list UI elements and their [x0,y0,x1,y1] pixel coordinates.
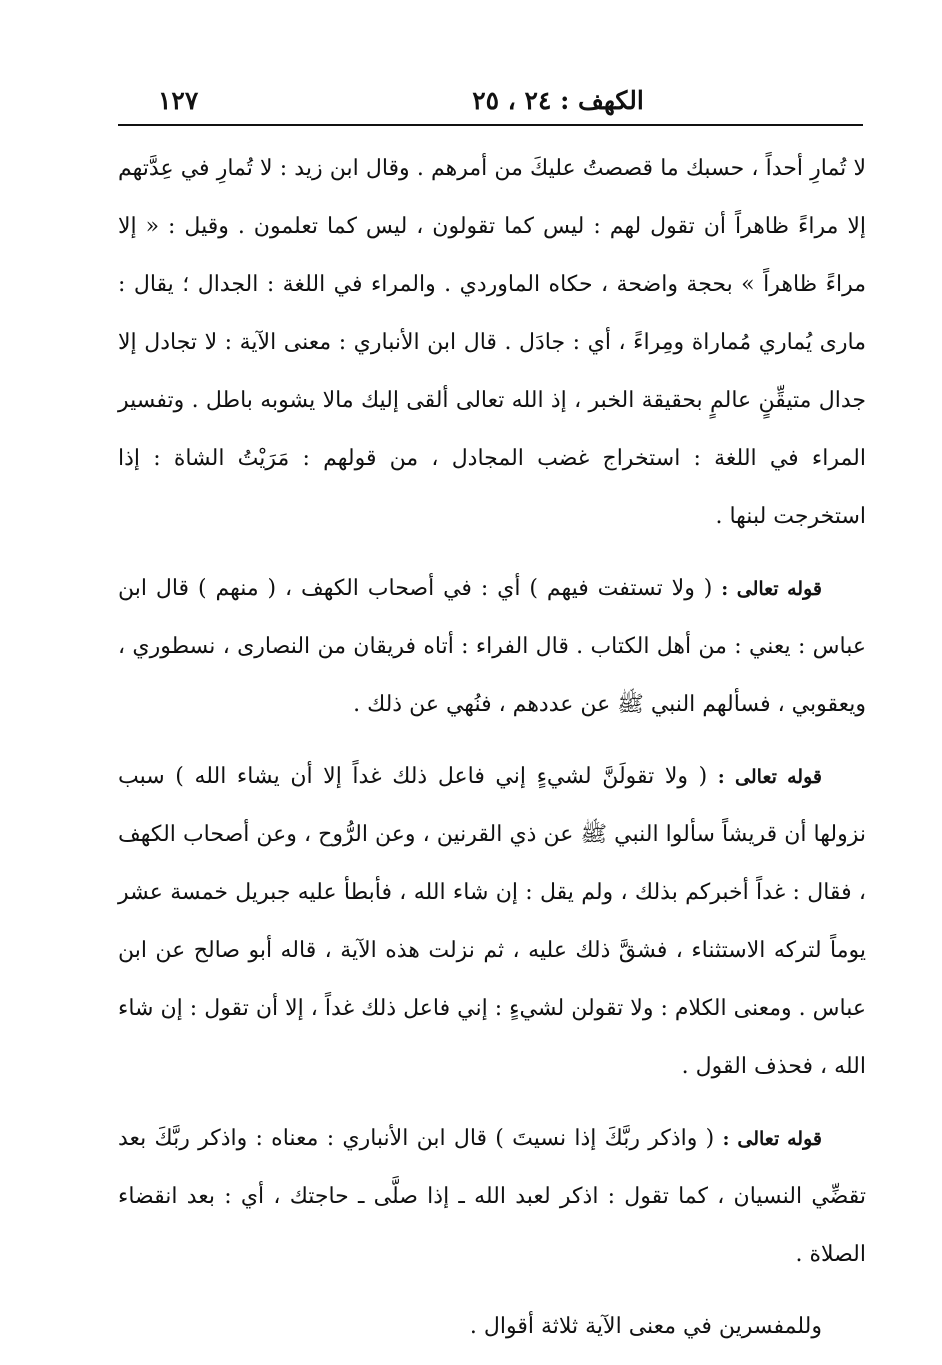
verse-lead: قوله تعالى : [721,578,822,600]
paragraph-3 [118,748,866,1096]
verse-lead: قوله تعالى : [717,766,822,788]
paragraph-1 [118,140,866,546]
paragraph-5 [118,1298,866,1356]
paragraph-text: ( ولا تقولَنَّ لشيءٍ إني فاعل ذلك غداً إلا أن يشاء الله ) سبب نزولها أن قريشاً سألوا النبي ﷺ عن ذي القرنين ، وعن الرُّوح ، وعن أصحاب الكهف ، فقال : غداً أخبركم بذلك ، ولم يقل : إن شاء الله ، فأبطأ عليه جبريل خمسة عشر يوماً لتركه الاستثناء ، فشقَّ ذلك عليه ، ثم نزلت هذه الآية ، قاله أبو صالح عن ابن عباس . ومعنى الكلام : ولا تقولن لشيءٍ : إني فاعل ذلك غداً ، إلا أن تقول : إن شاء الله ، فحذف القول . [118,764,866,1079]
header-divider [118,124,863,126]
paragraph-text: ( ولا تستفت فيهم ) أي : في أصحاب الكهف ، ( منهم ) قال ابن عباس : يعني : من أهل الكتاب . قال الفراء : أتاه فريقان من النصارى ، نسطوري ، ويعقوبي ، فسألهم النبي ﷺ عن عددهم ، فنُهي عن ذلك . [118,576,866,717]
page-body [118,140,866,1356]
paragraph-text: لا تُمارِ أحداً ، حسبك ما قصصتُ عليكَ من أمرهم . وقال ابن زيد : لا تُمارِ في عِدَّتهم إلا مراءً ظاهراً أن تقول لهم : ليس كما تقولون ، ليس كما تعلمون . وقيل : « إلا مراءً ظاهراً » بحجة واضحة ، حكاه الماوردي . والمراء في اللغة : الجدال ؛ يقال : مارى يُماري مُماراة ومِراءً ، أي : جادَل . قال ابن الأنباري : معنى الآية : لا تجادل إلا جدال متيقِّنٍ عالمٍ بحقيقة الخبر ، إذ الله تعالى ألقى إليك مالا يشوبه باطل . وتفسير المراء في اللغة : استخراج غضب المجادل ، من قولهم : مَرَيْتُ الشاة : إذا استخرجت لبنها . [118,156,866,529]
paragraph-text: ( واذكر ربَّكَ إذا نسيتَ ) قال ابن الأنباري : معناه : واذكر ربَّكَ بعد تقضِّي النسيان ، كما تقول : اذكر لعبد الله ـ إذا صلَّى ـ حاجتك ، أي : بعد انقضاء الصلاة . [118,1126,866,1267]
paragraph-4 [118,1110,866,1284]
page-number: ١٢٧ [158,86,199,115]
paragraph-text: وللمفسرين في معنى الآية ثلاثة أقوال . [469,1314,822,1339]
paragraph-2 [118,560,866,734]
running-title: الكهف : ٢٤ ، ٢٥ [472,86,644,115]
verse-lead: قوله تعالى : [722,1128,822,1150]
page-header [118,80,860,120]
